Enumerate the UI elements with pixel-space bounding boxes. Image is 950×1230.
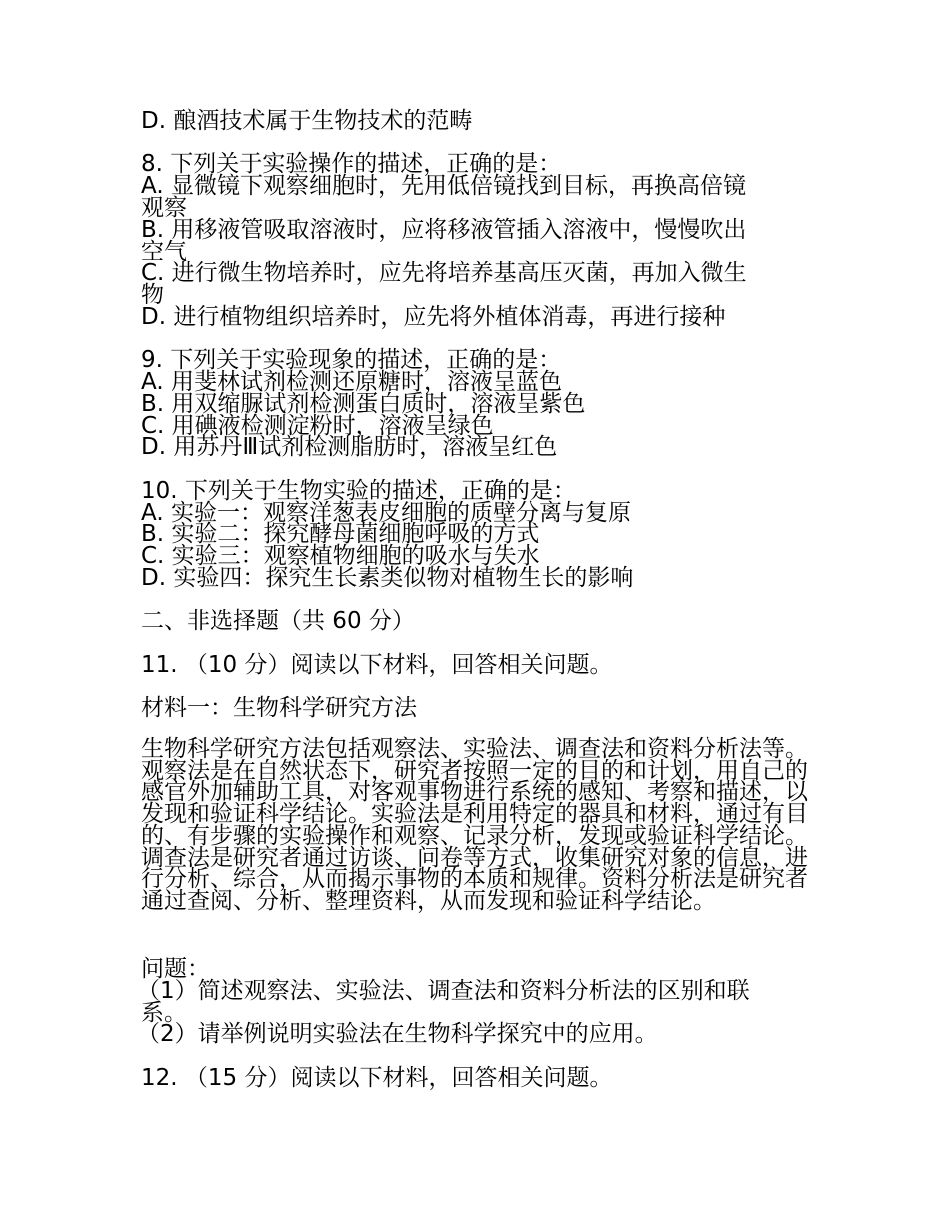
q11-question-2: （2）请举例说明实验法在生物科学探究中的应用。 [137,1021,658,1047]
q8-option-a-cont: 观察 [141,195,187,221]
q8-option-a: A. 显微镜下观察细胞时，先用低倍镜找到目标，再换高倍镜 [141,173,746,199]
q8-option-c-cont: 物 [141,282,164,308]
q8-option-c: C. 进行微生物培养时，应先将培养基高压灭菌，再加入微生 [141,260,747,286]
q9-option-c: C. 用碘液检测淀粉时，溶液呈绿色 [141,413,494,439]
q9-option-a: A. 用斐林试剂检测还原糖时，溶液呈蓝色 [141,369,562,395]
section-heading: 二、非选择题（共 60 分） [141,608,415,634]
q11-questions-label: 问题： [141,956,210,982]
q9-option-d: D. 用苏丹Ⅲ试剂检测脂肪时，溶液呈红色 [141,434,558,460]
q9-stem: 9. 下列关于实验现象的描述，正确的是： [141,347,562,373]
q8-stem: 8. 下列关于实验操作的描述，正确的是： [141,151,562,177]
q9-option-b: B. 用双缩脲试剂检测蛋白质时，溶液呈紫色 [141,391,586,417]
q12-stem: 12. （15 分）阅读以下材料，回答相关问题。 [141,1065,613,1091]
q11-material-title: 材料一：生物科学研究方法 [141,695,417,721]
q11-stem: 11. （10 分）阅读以下材料，回答相关问题。 [141,652,613,678]
q11-question-1-cont: 系。 [141,1000,187,1026]
q10-option-d: D. 实验四：探究生长素类似物对植物生长的影响 [141,565,634,591]
q10-option-a: A. 实验一：观察洋葱表皮细胞的质壁分离与复原 [141,500,631,526]
q11-material-body: 生物科学研究方法包括观察法、实验法、调查法和资料分析法等。观察法是在自然状态下，研究者按照一定的目的和计划，用自己的感官外加辅助工具，对客观事物进行系统的感知、考察和描述，以发现和验证科学结论。实验法是利用特定的器具和材料，通过有目的、有步骤的实验操作和观察、记录分析，发现或验证科学结论。调查法是研究者通过访谈、问卷等方式，收集研究对象的信息，进行分析、综合，从而揭示事物的本质和规律。资料分析法是研究者通过查阅、分析、整理资料，从而发现和验证科学结论。 [141,736,808,914]
q8-option-b: B. 用移液管吸取溶液时，应将移液管插入溶液中，慢慢吹出 [141,217,747,243]
q10-stem: 10. 下列关于生物实验的描述，正确的是： [141,478,576,504]
q7-option-d: D. 酿酒技术属于生物技术的范畴 [141,108,473,134]
q10-option-b: B. 实验二：探究酵母菌细胞呼吸的方式 [141,521,540,547]
q11-question-1: （1）简述观察法、实验法、调查法和资料分析法的区别和联 [137,978,750,1004]
q10-option-c: C. 实验三：观察植物细胞的吸水与失水 [141,543,540,569]
q8-option-d: D. 进行植物组织培养时，应先将外植体消毒，再进行接种 [141,304,726,330]
q8-option-b-cont: 空气 [141,239,187,265]
